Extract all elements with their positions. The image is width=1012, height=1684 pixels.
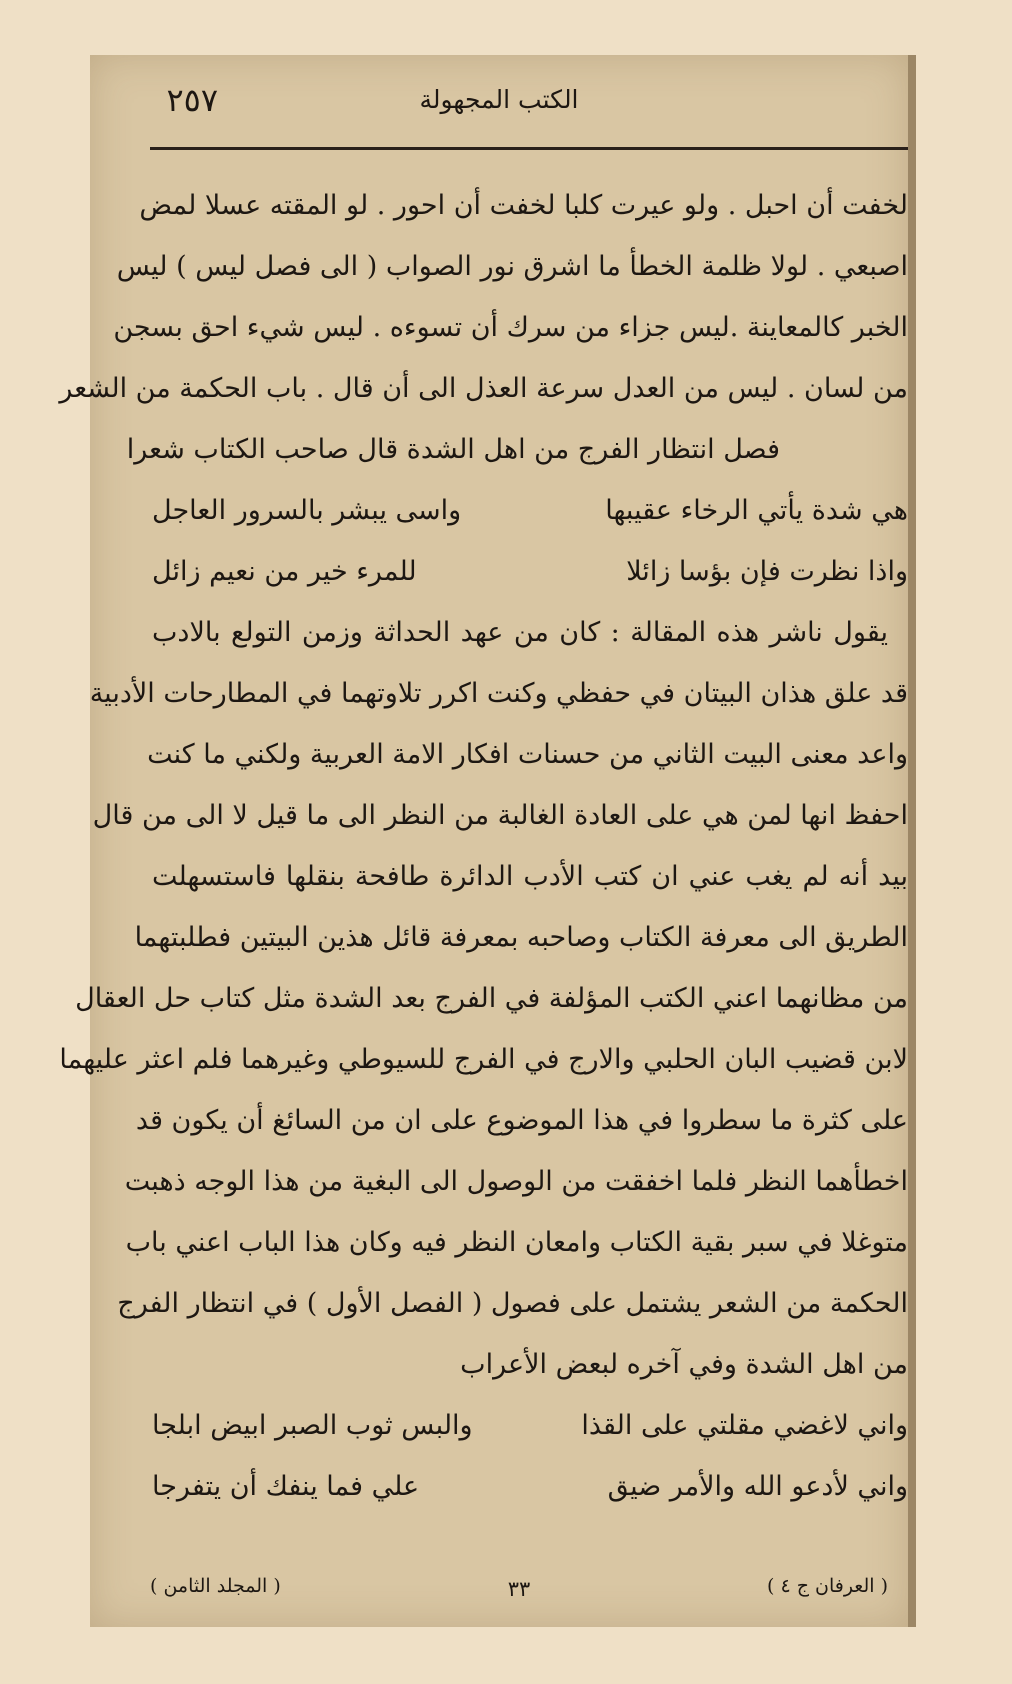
text-line: يقول ناشر هذه المقالة : كان من عهد الحداثة وزمن التولع بالادب: [152, 617, 888, 648]
verse-hemistich: للمرء خير من نعيم زائل: [152, 556, 417, 587]
text-line: متوغلا في سبر بقية الكتاب وامعان النظر فيه وكان هذا الباب اعني باب: [125, 1227, 908, 1258]
verse-hemistich: واذا نظرت فإن بؤسا زائلا: [626, 556, 908, 587]
verse-hemistich: واني لأدعو الله والأمر ضيق: [607, 1471, 908, 1502]
scanned-page: [59, 55, 908, 1627]
page-edge: [908, 55, 916, 1627]
text-line: لخفت أن احبل . ولو عيرت كلبا لخفت أن احور . لو المقته عسلا لمض: [139, 190, 908, 221]
text-line: الطريق الى معرفة الكتاب وصاحبه بمعرفة قائل هذين البيتين فطلبتهما: [134, 922, 908, 953]
text-line: بيد أنه لم يغب عني ان كتب الأدب الدائرة طافحة بنقلها فاستسهلت: [152, 861, 908, 892]
text-line: قد علق هذان البيتان في حفظي وكنت اكرر تلاوتهما في المطارحات الأدبية: [89, 678, 908, 709]
volume-label: ( المجلد الثامن ): [150, 1575, 281, 1597]
text-line: من مظانهما اعني الكتب المؤلفة في الفرج بعد الشدة مثل كتاب حل العقال: [75, 983, 908, 1014]
running-title: الكتب المجهولة: [419, 85, 579, 114]
verse-hemistich: واني لاغضي مقلتي على القذا: [581, 1410, 908, 1441]
verse-line: [152, 1456, 908, 1517]
verse-hemistich: علي فما ينفك أن يتفرجا: [152, 1471, 420, 1502]
footer-page-number: ٣٣: [507, 1577, 531, 1601]
verse-line: [152, 541, 908, 602]
text-line: واعد معنى البيت الثاني من حسنات افكار الامة العربية ولكني ما كنت: [147, 739, 908, 770]
text-line: لابن قضيب البان الحلبي والارج في الفرج للسيوطي وغيرهما فلم اعثر عليهما: [59, 1044, 908, 1075]
text-line: اخطأهما النظر فلما اخفقت من الوصول الى البغية من هذا الوجه ذهبت: [124, 1166, 908, 1197]
text-line: احفظ انها لمن هي على العادة الغالبة من النظر الى ما قيل لا الى من قال: [92, 800, 908, 831]
text-line: من اهل الشدة وفي آخره لبعض الأعراب: [460, 1349, 908, 1380]
verse-hemistich: هي شدة يأتي الرخاء عقيبها: [605, 495, 908, 526]
header-rule: [150, 147, 908, 150]
verse-line: [152, 480, 908, 541]
text-line: الخبر كالمعاينة .ليس جزاء من سرك أن تسوءه . ليس شيء احق بسجن: [113, 312, 908, 343]
page-body: [59, 175, 908, 1517]
page-header: [90, 81, 908, 121]
text-line: فصل انتظار الفرج من اهل الشدة قال صاحب الكتاب شعرا: [126, 434, 780, 465]
text-line: اصبعي . لولا ظلمة الخطأ ما اشرق نور الصواب ( الى فصل ليس ) ليس: [116, 251, 908, 282]
verse-line: [152, 1395, 908, 1456]
verse-hemistich: والبس ثوب الصبر ابيض ابلجا: [152, 1410, 473, 1441]
text-line: الحكمة من الشعر يشتمل على فصول ( الفصل الأول ) في انتظار الفرج: [117, 1288, 908, 1319]
page-footer: [150, 1575, 888, 1605]
journal-issue: ( العرفان ج ٤ ): [766, 1575, 888, 1597]
verse-hemistich: واسى يبشر بالسرور العاجل: [152, 495, 462, 526]
text-line: من لسان . ليس من العدل سرعة العذل الى أن قال . باب الحكمة من الشعر: [59, 373, 908, 404]
text-line: على كثرة ما سطروا في هذا الموضوع على ان من السائغ أن يكون قد: [135, 1105, 908, 1136]
page-number: ٢٥٧: [166, 81, 218, 119]
